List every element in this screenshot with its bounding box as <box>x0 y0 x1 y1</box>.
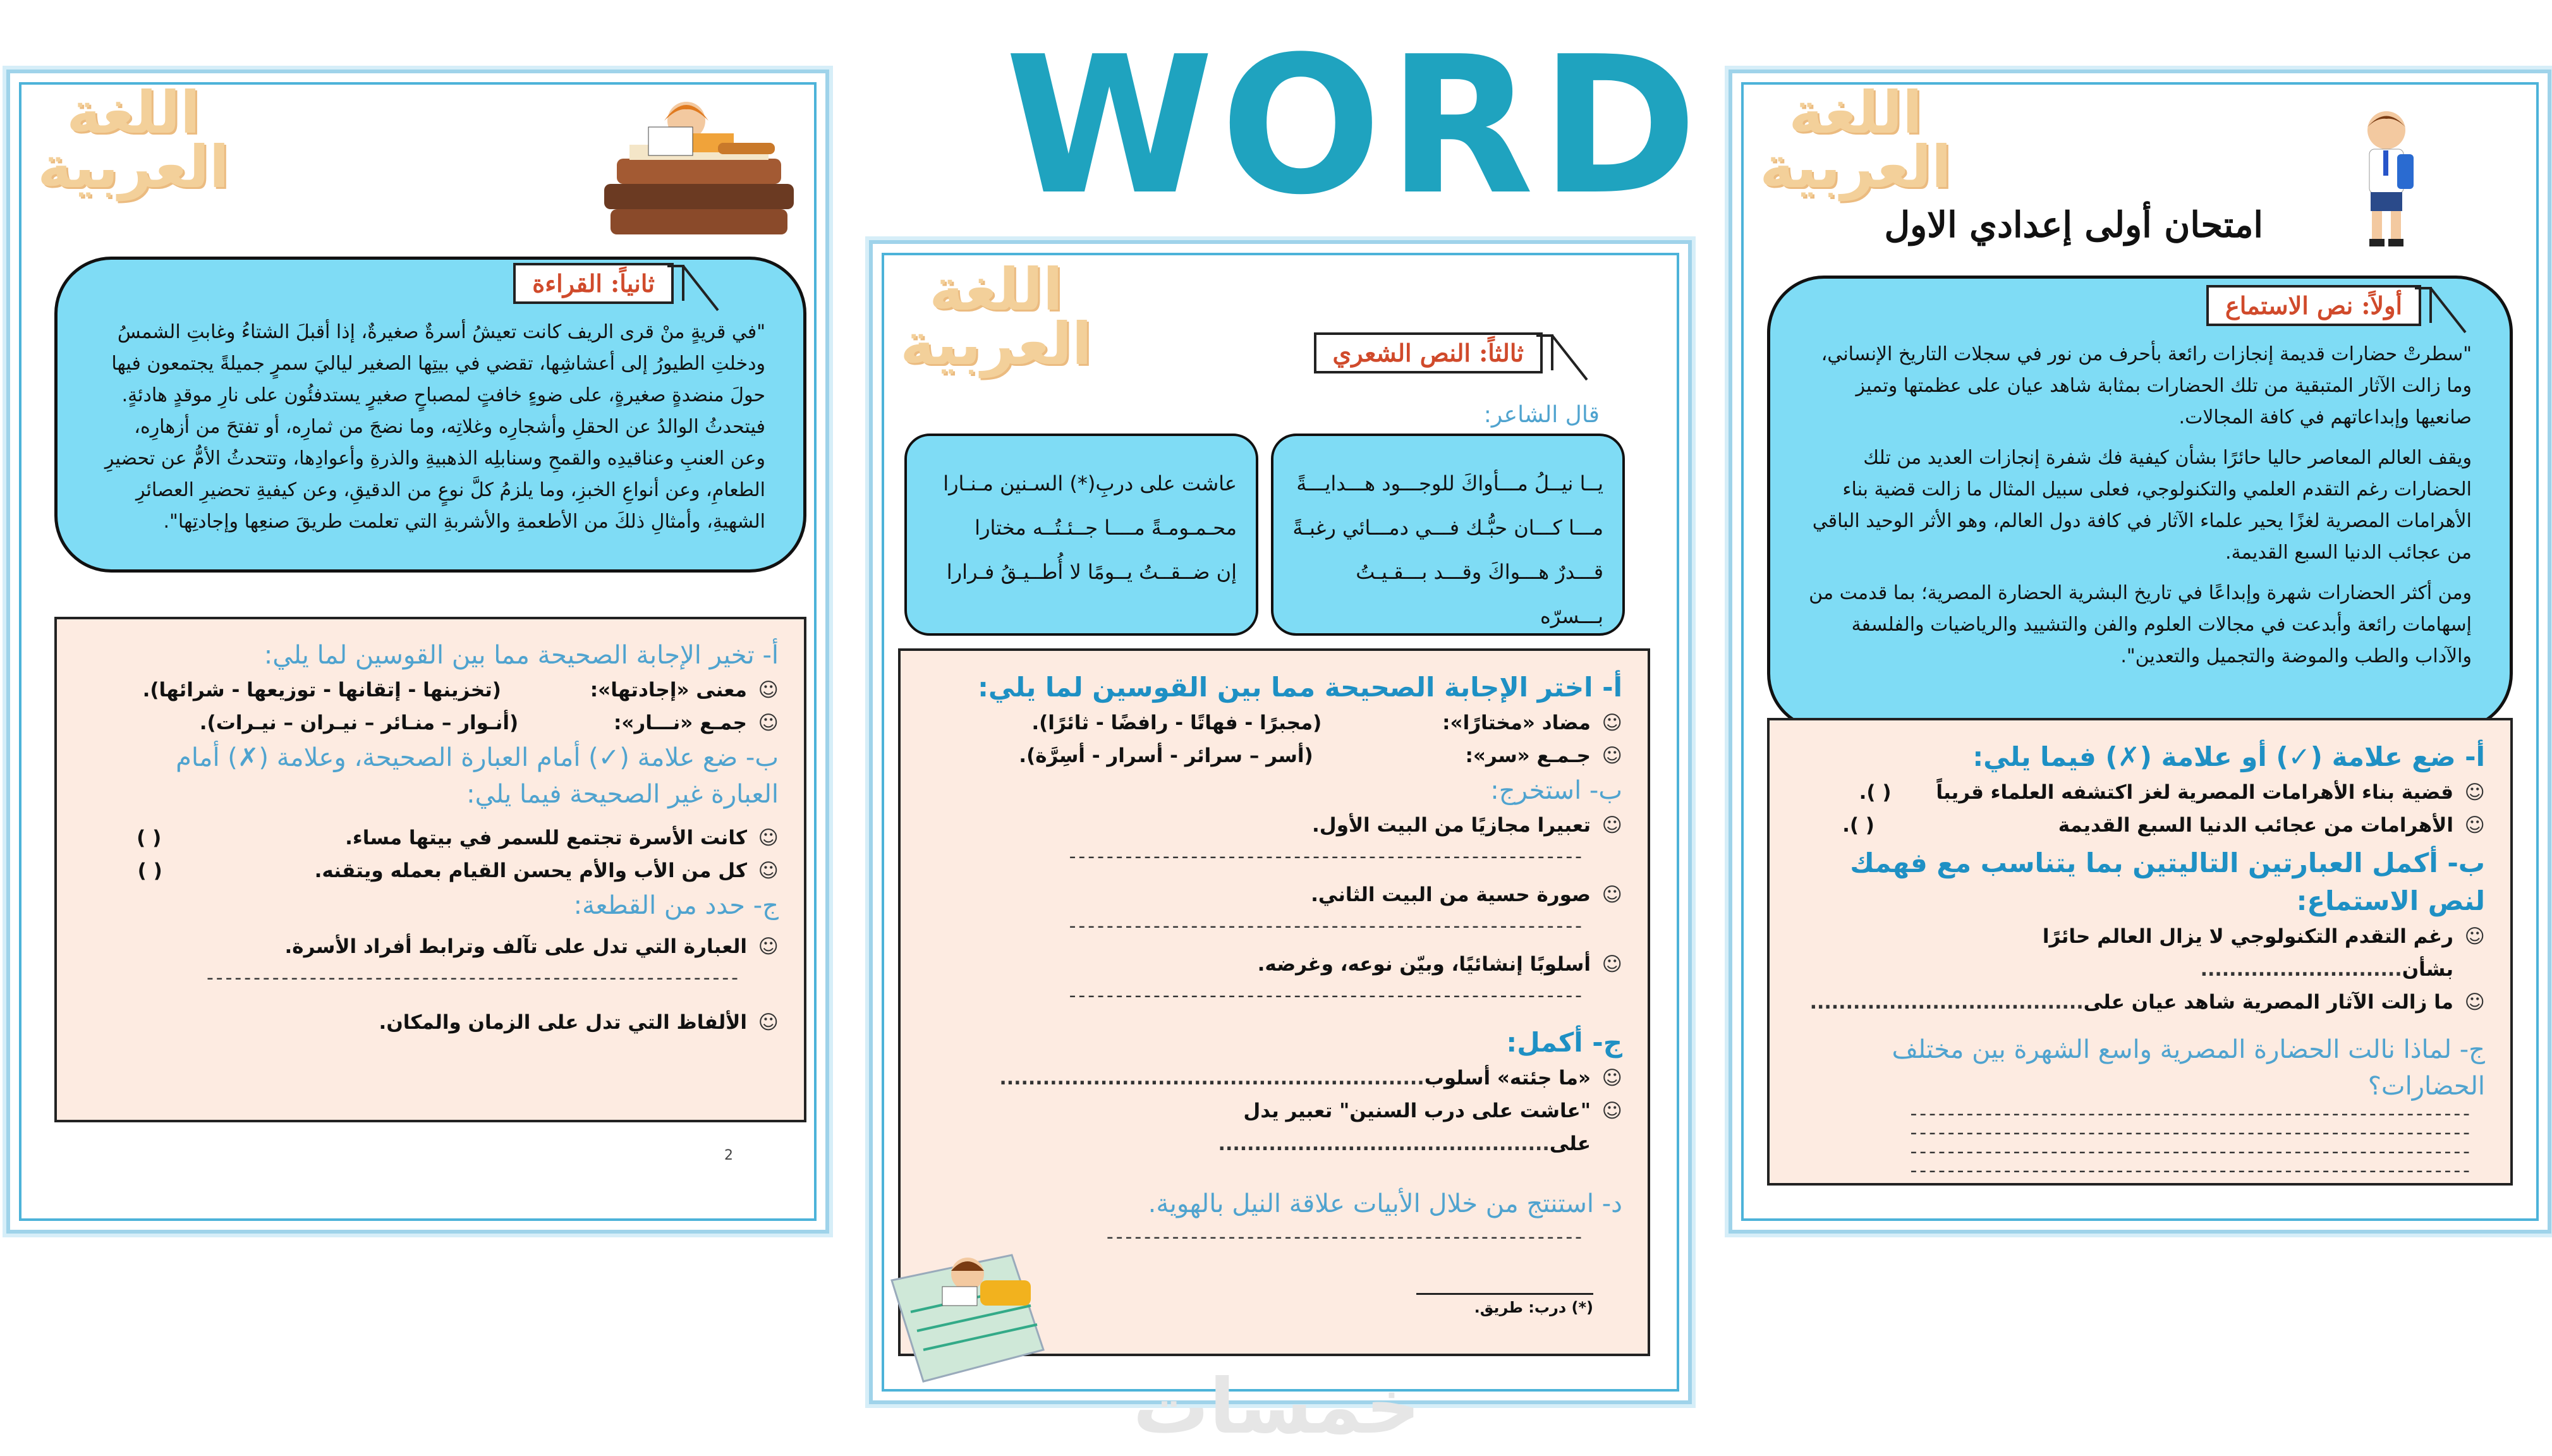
exam-page-left <box>6 70 829 1234</box>
page-title: WORD <box>1005 16 1704 236</box>
reading-passage-text: "في قريةٍ منْ قرى الريف كانت تعيشُ أسرةٌ صغيرةٌ، إذا أقبلَ الشتاءُ وغابتِ الشمسُ ودخلتِ الطيورُ إلى أعشاشِها، تقضي في بيتِها الصغير لياليَ سمرٍ جميلةً يجتمعون فيها حولَ منضدةٍ صغيرةٍ، على ضوءٍ خافتٍ لمصباحٍ صغيرٍ يستدفئُون على نارِ موقدٍ هادئةٍ. فيتحدثُ الوالدُ عن الحقلِ وأشجارِه وغلاتِه، وما نضجَ من ثمارِه، أو تفتحَ من أزهارِه، وعن العنبِ وعناقيدِه والقمحِ وسنابلِه الذهبيةِ والذرةِ وأعوادِها، وتتحدثُ الأمُّ عن تحضيرِ الطعامِ، وعن أنواعِ الخبزِ، وما يلزمُ كلَّ نوعٍ من الدقيقِ، وعن كيفيةِ تحضيرِ العصائرِ الشهيةِ، وأمثالِ ذلكَ من الأطعمةِ والأشربةِ التي تعلمت طريقَ صنعِها وإجادتِها". <box>104 321 765 533</box>
question-c-title: ج- حدد من القطعة: <box>573 891 779 920</box>
answer-line: ------------------------------------------------------------ <box>1910 1122 2472 1144</box>
question-a-item: ☺ معنى «إجادتها»: (تخزينها - إتقانها - توزيعها - شرائها). <box>82 674 779 707</box>
label-connector <box>2415 285 2472 336</box>
page-number: 2 <box>724 1148 733 1163</box>
verses-left-box <box>904 434 1258 636</box>
arabic-language-logo: اللغة العربية <box>900 256 1092 378</box>
passage-paragraph: ومن أكثر الحضارات شهرة وإبداعًا في تاريخ البشرية الحضارة المصرية؛ بما قدمت من إسهامات رائعة وأبدعت في مجالات العلوم والفن والتشييد والرياضيات والفلسفة والآداب والطب والموضة والتجميل والتعدين". <box>1809 582 2472 667</box>
exam-page-right <box>1729 70 2551 1234</box>
question-b-item: ☺ أسلوبًا إنشائيًا، وبيّن نوعه، وغرضه. <box>926 948 1622 981</box>
verses-right-box <box>1271 434 1625 636</box>
section-label-poetry: ثالثاً: النص الشعري <box>1314 332 1543 373</box>
question-c-item: ☺ "عاشت على درب السنين" تعبير يدل على.............................................. <box>926 1095 1622 1160</box>
question-a-item: ☺ جـمـع «سر»: (أسر – سرائر - أسرار - أسِرَّة). <box>926 739 1622 772</box>
listening-passage-box <box>1767 276 2513 731</box>
question-b-item: ☺ تعبيرا مجازيًا من البيت الأول. <box>926 809 1622 842</box>
passage-paragraph: "سطرتْ حضارات قديمة إنجازات رائعة بأحرف من نور في سجلات التاريخ الإنساني، وما زالت الآثار المتبقية من تلك الحضارات بمثابة شاهد عيان على عظمتها وتميز صانعيها وإبداعاتهم في كافة المجالات. <box>1821 343 2472 428</box>
question-b-title: ب- ضع علامة (✓) أمام العبارة الصحيحة، وعلامة (✗) أمام العبارة غير الصحيحة فيما يلي: <box>176 743 779 809</box>
section-label-listening: أولاً: نص الاستماع <box>2206 285 2421 326</box>
question-c-item: ☺ العبارة التي تدل على تآلف وترابط أفراد الأسرة. <box>82 930 779 963</box>
question-a-item: ☺ مضاد «مختارًا»: (مجبرًا - فهاتًا - رافضًا - ثائرًا). <box>926 707 1622 739</box>
section-label-reading: ثانياً: القراءة <box>513 263 674 304</box>
verse-line: عاشت على دربِ(*) السـنين مـنـارا <box>943 471 1237 495</box>
listening-questions-box <box>1767 718 2513 1186</box>
passage-paragraph: ويقف العالم المعاصر حاليا حائرًا بشأن كيفية فك شفرة إنجازات العديد من تلك الحضارات رغم التقدم العلمي والتكنولوجي، فعلى سبيل المثال ما زالت قضية بناء الأهرامات المصرية لغزًا يحير علماء الآثار في كافة دول العالم، وهو الأثر الوحيد الباقي من عجائب الدنيا السبع القديمة. <box>1812 447 2472 564</box>
child-reading-icon <box>885 1242 1050 1388</box>
reading-questions-box <box>54 617 806 1122</box>
question-b-item: ☺ ما زالت الآثار المصرية شاهد عيان على...................................... <box>1795 986 2485 1019</box>
answer-line: ------------------------------------------------------- <box>1069 985 1584 1007</box>
question-b-item: ☺ صورة حسية من البيت الثاني. <box>926 878 1622 911</box>
answer-line: ------------------------------------------------------------ <box>1910 1160 2472 1182</box>
arabic-language-logo: اللغة العربية <box>1759 79 1952 201</box>
question-a-item: ☺ جمـع «نـــار»: (أنـوار – منـائر – نيـران – نيـرات). <box>82 707 779 739</box>
question-b-item: ☺ كل من الأب والأم يحسن القيام بعمله ويتقنه. ( ) <box>82 854 779 887</box>
poet-intro: قال الشاعر: <box>1483 402 1600 428</box>
answer-line: ------------------------------------------------------- <box>1069 846 1584 868</box>
arabic-language-logo: اللغة العربية <box>37 79 229 201</box>
verse-line: يــا نيــلُ مـــأواكَ للوجـــود هـــدايـــةً <box>1296 471 1603 495</box>
exam-page-middle <box>869 240 1692 1404</box>
question-a-title: أ- اختر الإجابة الصحيحة مما بين القوسين لما يلي: <box>978 672 1622 703</box>
verse-line: قـــدرٌ هـــواكَ وقـــد بـــقـيـتُ بـــسرّه <box>1356 560 1603 628</box>
question-a-item: ☺ قضية بناء الأهرامات المصرية لغز اكتشفه العلماء قريباً ( ). <box>1795 776 2485 809</box>
question-a-title: أ- ضع علامة (✓) أو علامة (✗) فيما يلي: <box>1972 741 2485 772</box>
question-a-item: ☺ الأهرامات من عجائب الدنيا السبع القديمة ( ). <box>1795 809 2485 842</box>
question-c-item: ☺ «ما جئته» أسلوب........................................................... <box>926 1062 1622 1095</box>
answer-line: --------------------------------------------------- <box>1106 1226 1584 1248</box>
answer-line: ------------------------------------------------------------ <box>1910 1141 2472 1163</box>
question-c-title: ج- أكمل: <box>1506 1027 1622 1058</box>
question-b-title: ب- استخرج: <box>1490 776 1622 805</box>
watermark: خمسات <box>1133 1363 1421 1451</box>
verse-line: مـــا كـــان حبُّـك فـــي دمـــائي رغبـةً <box>1292 516 1603 540</box>
verse-line: إن ضــقــتُ يــومًا لا أُطــيـقُ فـرارا <box>946 560 1237 584</box>
answer-line: ------------------------------------------------------------ <box>1910 1103 2472 1125</box>
question-b-item: ☺ كانت الأسرة تجتمع للسمر في بيتها مساء. ( ) <box>82 822 779 854</box>
label-connector <box>1536 332 1593 383</box>
answer-line: --------------------------------------------------------- <box>206 967 741 989</box>
question-b-title: ب- أكمل العبارتين التاليتين بما يتناسب مع فهمك لنص الاستماع: <box>1850 847 2485 916</box>
answer-line: ------------------------------------------------------- <box>1069 915 1584 937</box>
question-c-title: ج- لماذا نالت الحضارة المصرية واسع الشهرة بين مختلف الحضارات؟ <box>1892 1035 2485 1101</box>
question-c-item: ☺ الألفاظ التي تدل على الزمان والمكان. <box>82 1006 779 1039</box>
exam-title: امتحان أولى إعدادي الاول <box>1884 204 2263 246</box>
question-d-title: د- استنتج من خلال الأبيات علاقة النيل بالهوية. <box>1148 1189 1622 1218</box>
question-a-title: أ- تخير الإجابة الصحيحة مما بين القوسين لما يلي: <box>264 641 779 670</box>
student-boy-icon <box>2352 105 2421 250</box>
question-b-item: ☺ رغم التقدم التكنولوجي لا يزال العالم حائرًا بشأن............................ <box>1795 920 2485 986</box>
footnote: (*) درب: طريق. <box>1416 1293 1593 1316</box>
girl-reading-on-books-icon <box>592 89 806 247</box>
label-connector <box>667 263 724 313</box>
verse-line: محـمـومـةً مــــا جــئـتُــه مختارا <box>975 516 1237 540</box>
